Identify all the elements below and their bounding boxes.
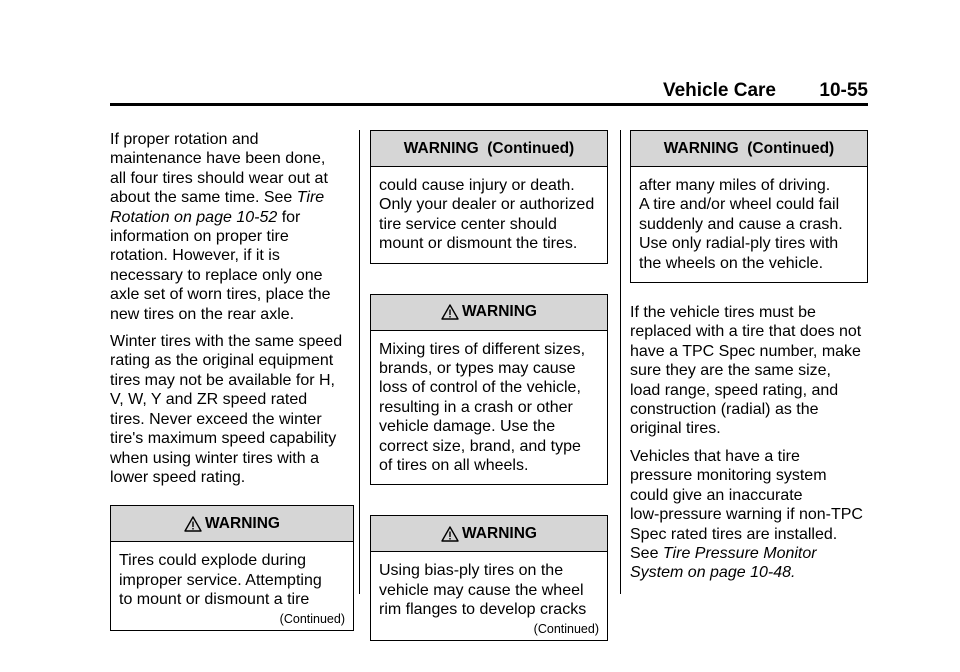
paragraph-winter-tires bbox=[110, 332, 354, 487]
text-line: A tire and/or wheel could fail bbox=[639, 196, 840, 214]
text-line: information on proper tire bbox=[110, 228, 289, 246]
warning-triangle-icon bbox=[441, 304, 459, 320]
header-rule bbox=[110, 103, 868, 106]
text-fragment: about the same time. See bbox=[110, 189, 297, 207]
warning-title: WARNING bbox=[205, 515, 280, 533]
column-divider bbox=[620, 130, 621, 594]
text-line: Winter tires with the same speed bbox=[110, 333, 343, 351]
text-line: low-pressure warning if non-TPC bbox=[630, 506, 863, 524]
paragraph-tpc-spec bbox=[630, 303, 868, 439]
warning-header bbox=[631, 131, 867, 167]
column-2 bbox=[370, 130, 608, 641]
text-line: Using bias-ply tires on the bbox=[379, 562, 564, 580]
text-line: brands, or types may cause bbox=[379, 360, 576, 378]
text-line: all four tires should wear out at bbox=[110, 169, 328, 187]
text-line: If the vehicle tires must be bbox=[630, 304, 816, 322]
column-divider bbox=[359, 130, 360, 594]
text-line: tire service center should bbox=[379, 215, 557, 233]
tire-rotation-link[interactable]: Tire bbox=[296, 189, 325, 207]
text-line: improper service. Attempting bbox=[119, 571, 322, 589]
text-line: Mixing tires of different sizes, bbox=[379, 340, 586, 358]
warning-box bbox=[370, 294, 608, 486]
text-line bbox=[630, 544, 868, 563]
text-line: Vehicles that have a tire bbox=[630, 447, 800, 465]
warning-header bbox=[111, 506, 353, 542]
text-line: Only your dealer or authorized bbox=[379, 196, 595, 214]
tpms-link[interactable]: Tire Pressure Monitor bbox=[662, 544, 817, 562]
text-line: could cause injury or death. bbox=[379, 177, 575, 194]
text-line: tire's maximum speed capability bbox=[110, 430, 337, 448]
text-line: loss of control of the vehicle, bbox=[379, 379, 581, 397]
text-line: V, W, Y and ZR speed rated bbox=[110, 391, 308, 409]
tpms-link[interactable]: System on page 10-48 bbox=[630, 564, 791, 582]
text-fragment: See bbox=[630, 544, 663, 562]
text-line: after many miles of driving. bbox=[639, 177, 831, 194]
warning-title: WARNING bbox=[462, 525, 537, 543]
text-line: resulting in a crash or other bbox=[379, 398, 573, 416]
page-header bbox=[110, 80, 868, 104]
text-line: rating as the original equipment bbox=[110, 352, 334, 370]
warning-triangle-icon bbox=[441, 526, 459, 542]
warning-box bbox=[110, 505, 354, 630]
text-line: of tires on all wheels. bbox=[379, 457, 529, 475]
warning-body bbox=[371, 331, 607, 485]
warning-box bbox=[370, 515, 608, 640]
warning-header bbox=[371, 131, 607, 167]
text-line bbox=[630, 563, 868, 582]
warning-triangle-icon bbox=[184, 516, 202, 532]
warning-title: WARNING (Continued) bbox=[403, 139, 575, 157]
continued-note: (Continued) bbox=[533, 621, 599, 636]
text-line: new tires on the rear axle. bbox=[110, 305, 295, 323]
section-title: Vehicle Care bbox=[662, 80, 776, 101]
text-fragment: . bbox=[791, 564, 796, 582]
text-line: have a TPC Spec number, make bbox=[630, 342, 861, 360]
text-line: original tires. bbox=[630, 420, 721, 438]
text-line: when using winter tires with a bbox=[110, 449, 319, 467]
warning-body bbox=[371, 552, 607, 639]
text-line: If proper rotation and bbox=[110, 131, 259, 148]
warning-body bbox=[371, 167, 607, 263]
text-line: pressure monitoring system bbox=[630, 467, 827, 485]
warning-header bbox=[371, 516, 607, 552]
text-line: Tires could explode during bbox=[119, 552, 307, 570]
warning-body bbox=[631, 167, 867, 282]
column-3 bbox=[630, 130, 868, 591]
warning-title: WARNING (Continued) bbox=[663, 139, 835, 157]
text-line: the wheels on the vehicle. bbox=[639, 254, 824, 272]
text-line: correct size, brand, and type bbox=[379, 437, 581, 455]
text-line: rotation. However, if it is bbox=[110, 247, 280, 265]
text-line: to mount or dismount a tire bbox=[119, 591, 310, 609]
text-line: could give an inaccurate bbox=[630, 486, 803, 504]
text-line: construction (radial) as the bbox=[630, 401, 819, 419]
text-line: Spec rated tires are installed. bbox=[630, 525, 838, 543]
text-line: Use only radial-ply tires with bbox=[639, 235, 839, 253]
text-line: sure they are the same size, bbox=[630, 362, 831, 380]
column-1 bbox=[110, 130, 354, 631]
text-line: axle set of worn tires, place the bbox=[110, 286, 331, 304]
warning-body bbox=[111, 542, 353, 629]
page-number: 10-55 bbox=[819, 80, 868, 101]
text-line: mount or dismount the tires. bbox=[379, 235, 578, 253]
warning-title: WARNING bbox=[462, 303, 537, 321]
warning-box-continued bbox=[630, 130, 868, 283]
text-line: maintenance have been done, bbox=[110, 150, 326, 168]
text-line: vehicle damage. Use the bbox=[379, 418, 556, 436]
text-line: load range, speed rating, and bbox=[630, 381, 839, 399]
continued-note: (Continued) bbox=[279, 611, 345, 626]
tire-rotation-link[interactable]: Rotation on page 10-52 bbox=[110, 208, 278, 226]
warning-box-continued bbox=[370, 130, 608, 264]
text-line: rim flanges to develop cracks bbox=[379, 601, 587, 619]
paragraph-tpms bbox=[630, 447, 868, 583]
text-line: suddenly and cause a crash. bbox=[639, 215, 843, 233]
text-line: vehicle may cause the wheel bbox=[379, 581, 584, 599]
text-line bbox=[110, 188, 354, 207]
text-line: necessary to replace only one bbox=[110, 266, 323, 284]
paragraph-rotation bbox=[110, 130, 354, 324]
text-line: replaced with a tire that does not bbox=[630, 323, 862, 341]
text-line bbox=[110, 208, 354, 227]
text-line: tires may not be available for H, bbox=[110, 371, 335, 389]
text-line: tires. Never exceed the winter bbox=[110, 410, 322, 428]
warning-header bbox=[371, 295, 607, 331]
text-fragment: for bbox=[277, 208, 301, 226]
text-line: lower speed rating. bbox=[110, 468, 246, 486]
